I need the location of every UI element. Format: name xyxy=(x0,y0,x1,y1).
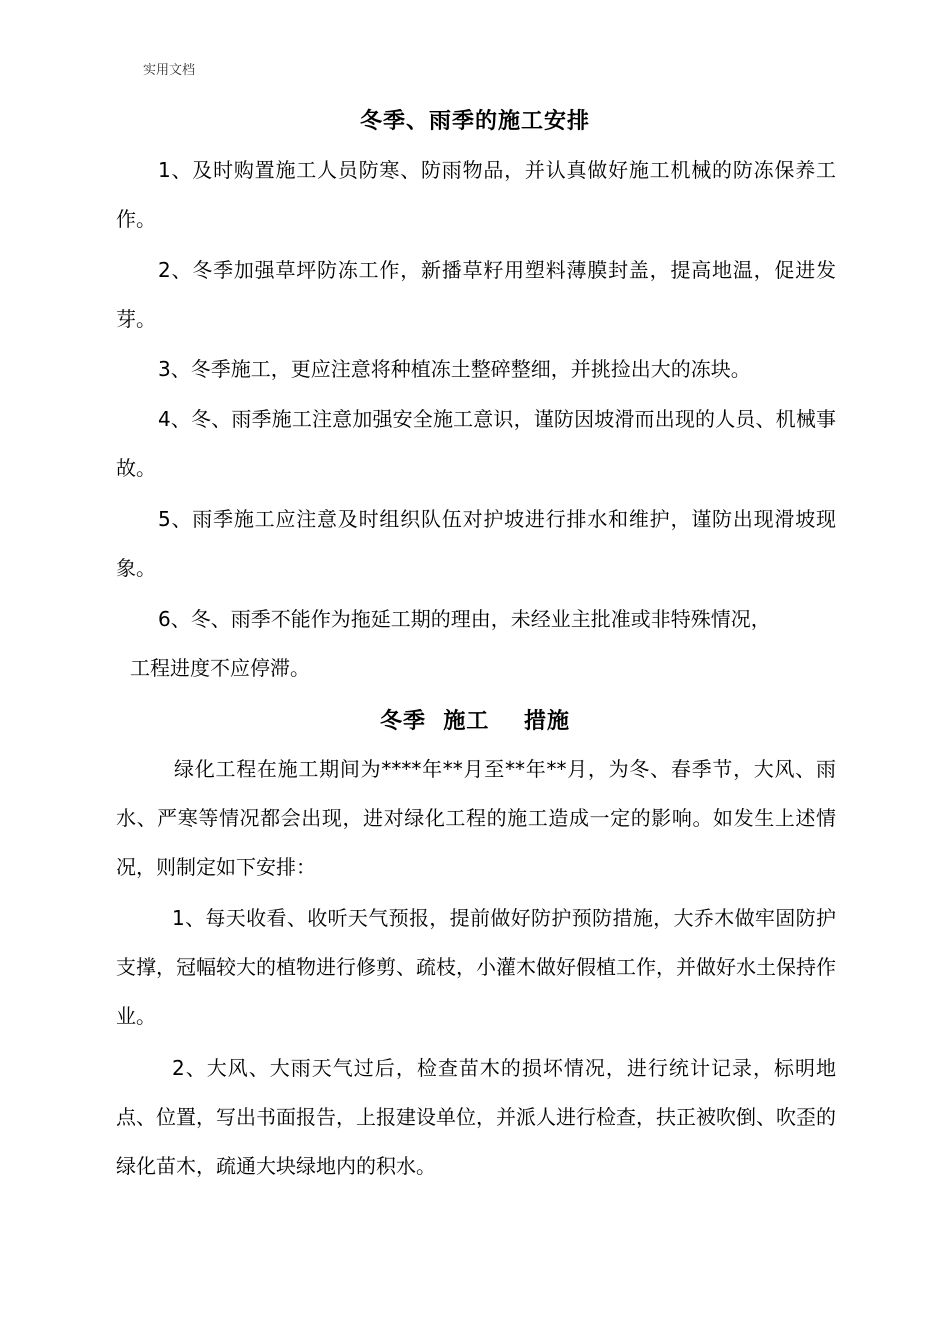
section-title-winter-construction-measures: 冬季 施工 措施 xyxy=(380,709,570,734)
measures-item-2: 2、大风、大雨天气过后，检查苗木的损坏情况，进行统计记录，标明地点、位置，写出书面报告，上报建设单位，并派人进行检查，扶正被吹倒、吹歪的绿化苗木，疏通大块绿地内的积水。 xyxy=(116,1056,836,1178)
section-title-winter-rainy-arrangement: 冬季、雨季的施工安排 xyxy=(359,109,590,134)
arrangement-item-3: 3、冬季施工，更应注意将种植冻土整碎整细，并挑捡出大的冻块。 xyxy=(158,357,751,381)
measures-intro-paragraph: 绿化工程在施工期间为****年**月至**年**月，为冬、春季节，大风、雨水、严寒等情况都会出现，进对绿化工程的施工造成一定的影响。如发生上述情况，则制定如下安排： xyxy=(116,757,836,879)
arrangement-item-4: 4、冬、雨季施工注意加强安全施工意识，谨防因坡滑而出现的人员、机械事故。 xyxy=(116,407,836,480)
arrangement-item-6-line1: 6、冬、雨季不能作为拖延工期的理由，未经业主批准或非特殊情况， xyxy=(158,607,771,631)
measures-item-1: 1、每天收看、收听天气预报，提前做好防护预防措施，大乔木做牢固防护支撑，冠幅较大的植物进行修剪、疏枝，小灌木做好假植工作，并做好水土保持作业。 xyxy=(116,906,836,1028)
arrangement-item-5: 5、雨季施工应注意及时组织队伍对护坡进行排水和维护，谨防出现滑坡现象。 xyxy=(116,507,836,580)
arrangement-item-6 xyxy=(116,595,836,693)
arrangement-item-1: 1、及时购置施工人员防寒、防雨物品，并认真做好施工机械的防冻保养工作。 xyxy=(116,158,836,231)
arrangement-item-2: 2、冬季加强草坪防冻工作，新播草籽用塑料薄膜封盖，提高地温，促进发芽。 xyxy=(116,258,836,331)
document-header-label: 实用文档 xyxy=(143,63,196,78)
arrangement-item-6-line2: 工程进度不应停滞。 xyxy=(130,656,310,680)
